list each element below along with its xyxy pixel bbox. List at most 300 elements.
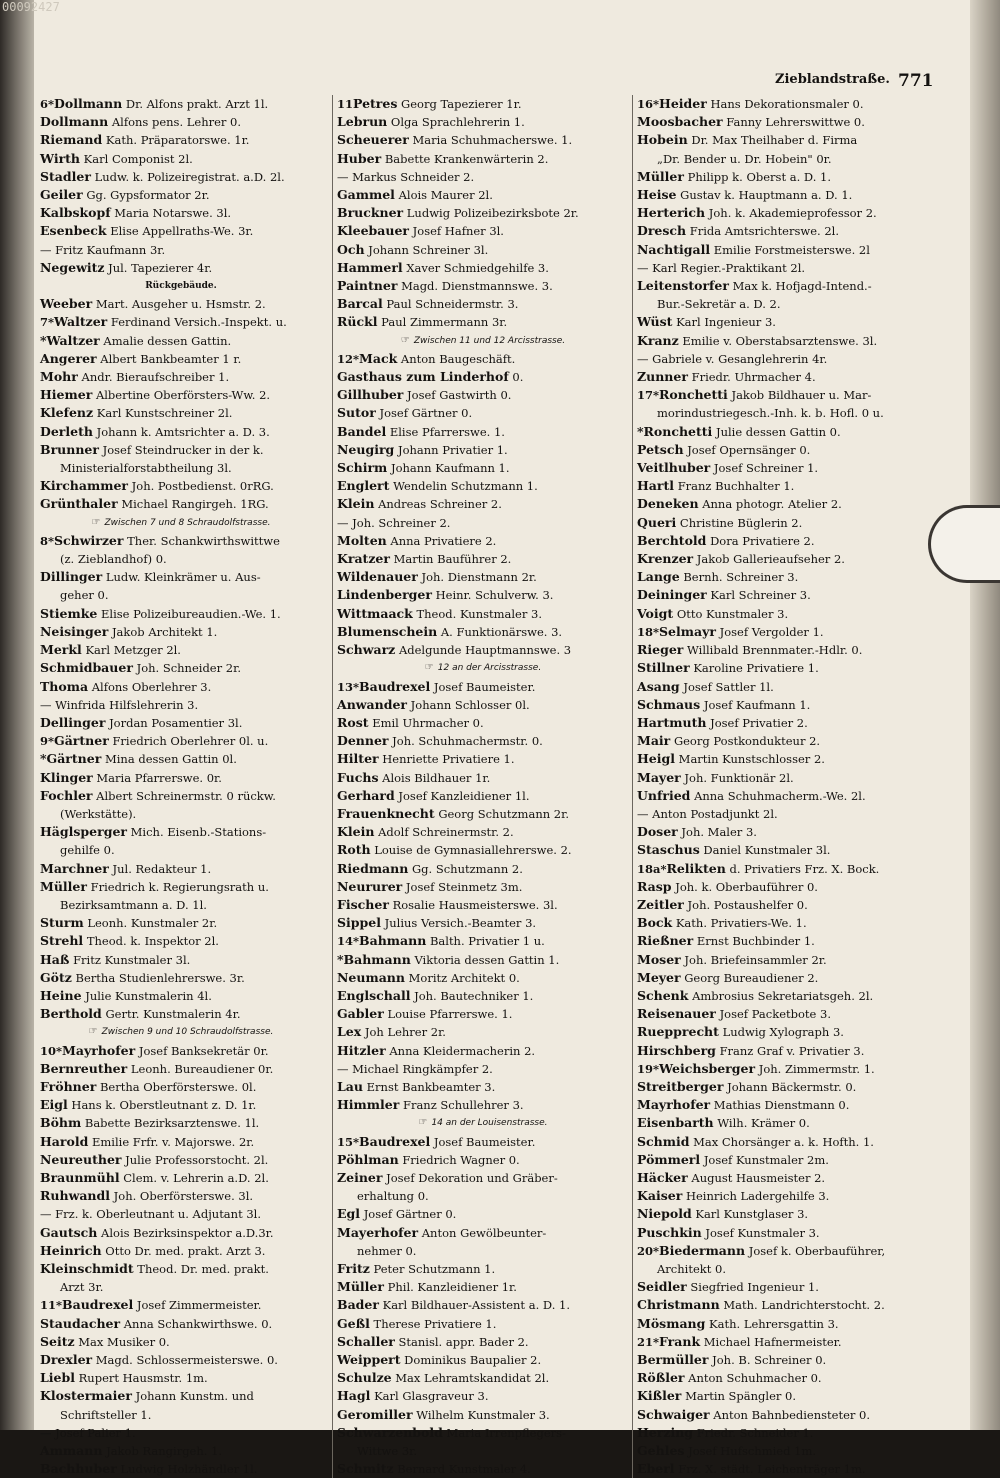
house-number: 17* (637, 388, 660, 403)
resident-entry (40, 386, 322, 404)
resident-entry (637, 332, 927, 350)
resident-entry (337, 568, 629, 586)
resident-details: Heinr. Schulverw. 3. (435, 588, 554, 603)
entry-continuation (40, 1406, 322, 1424)
resident-details: — Fritz Kaufmann 3r. (40, 242, 166, 257)
resident-surname: Müller (337, 1279, 384, 1295)
resident-details: Arzt 3r. (60, 1280, 104, 1295)
resident-surname: Fischer (337, 896, 389, 912)
resident-entry (337, 477, 629, 495)
resident-details: Kath. Lehrersgattin 3. (709, 1316, 839, 1331)
resident-details: Paul Zimmermann 3r. (381, 315, 508, 330)
resident-entry (337, 696, 629, 714)
resident-details: Karl Kunstglaser 3. (695, 1207, 809, 1222)
resident-details: Jakob Gallerieaufseher 2. (696, 552, 845, 567)
resident-surname: Götz (40, 969, 72, 985)
resident-surname: Bandel (337, 423, 387, 439)
resident-details: Kath. Privatiers-We. 1. (675, 916, 807, 931)
resident-entry (637, 423, 927, 441)
house-number: 15* (337, 1134, 360, 1149)
resident-details: Josef Gärtner 0. (363, 1207, 457, 1222)
resident-entry (637, 241, 927, 259)
resident-details: Elise Pfarrerswe. 1. (389, 424, 505, 439)
resident-details: Adelgunde Hauptmannswe. 3 (398, 643, 572, 658)
resident-details: Emil Uhrmacher 0. (372, 715, 484, 730)
resident-surname: Grünthaler (40, 496, 118, 512)
resident-surname: Pöhlman (337, 1151, 399, 1167)
resident-details: Joh. k. Oberbauführer 0. (675, 879, 818, 894)
resident-surname: Rießner (637, 933, 694, 949)
entry-continuation (40, 586, 322, 604)
resident-entry (637, 678, 927, 696)
resident-surname: Böhm (40, 1115, 82, 1131)
resident-entry (637, 769, 927, 787)
resident-surname: Wirth (40, 150, 81, 166)
resident-details: Christine Büglerin 2. (679, 515, 803, 530)
entry-continuation (337, 1242, 629, 1260)
resident-details: Bernard Kunstmaler 4. (397, 1462, 531, 1477)
resident-entry (337, 1351, 629, 1369)
resident-details: Ministerialforstabtheilung 3l. (60, 461, 232, 476)
resident-details: Martin Kunstschlosser 2. (678, 752, 825, 767)
resident-entry (40, 1387, 322, 1405)
resident-entry (40, 532, 322, 550)
resident-details: Josef Kunstmaler 2m. (703, 1152, 829, 1167)
resident-surname: Heine (40, 987, 82, 1003)
resident-surname: Baudrexel (62, 1297, 134, 1313)
entry-continuation (637, 150, 927, 168)
resident-details: Josef Baumeister. (433, 1134, 536, 1149)
resident-entry (40, 295, 322, 313)
resident-entry (40, 823, 322, 841)
resident-details: Johann Schreiner 3l. (368, 242, 489, 257)
resident-surname: Schwarzenbold (337, 1424, 443, 1440)
resident-details: Xaver Schmiedgehilfe 3. (406, 260, 549, 275)
resident-entry (337, 1424, 629, 1442)
resident-details: Ludw. Kleinkrämer u. Aus- (105, 570, 261, 585)
resident-surname: Kalbskopf (40, 205, 111, 221)
resident-entry (337, 532, 629, 550)
resident-surname: Hobein (637, 132, 688, 148)
resident-entry (40, 423, 322, 441)
resident-details: Paul Schneidermstr. 3. (386, 297, 519, 312)
house-number: 6* (40, 97, 55, 111)
resident-surname: Hilter (337, 751, 379, 767)
resident-surname: Strehl (40, 933, 84, 949)
resident-surname: Meyer (637, 969, 681, 985)
house-number: 18* (637, 624, 660, 639)
resident-surname: Pömmerl (637, 1151, 701, 1167)
resident-surname: Harold (40, 1133, 89, 1149)
resident-surname: Eigl (40, 1097, 68, 1113)
resident-surname: Unfried (637, 787, 691, 803)
resident-entry (40, 1078, 322, 1096)
resident-entry (637, 1315, 927, 1333)
resident-entry (337, 350, 629, 368)
resident-entry (40, 313, 322, 331)
house-number: 7* (40, 315, 55, 330)
resident-details: Josef Vergolder 1. (719, 624, 824, 639)
resident-details: Julie Kunstmalerin 4l. (85, 988, 212, 1003)
resident-entry (637, 113, 927, 131)
house-number: 16* (637, 97, 660, 111)
resident-surname: Hartmuth (637, 714, 707, 730)
resident-entry (637, 313, 927, 331)
resident-details: Josef Banksekretär 0r. (138, 1043, 269, 1058)
resident-entry (637, 1114, 927, 1132)
resident-entry (40, 186, 322, 204)
resident-entry (637, 1351, 927, 1369)
scan-id: 00092427 (2, 0, 60, 14)
resident-surname: Mayrhofer (637, 1097, 711, 1113)
resident-entry (337, 150, 629, 168)
resident-surname: Krenzer (637, 551, 694, 567)
resident-surname: Petsch (637, 441, 684, 457)
resident-details: Mathias Dienstmann 0. (713, 1098, 850, 1113)
resident-entry (337, 495, 629, 513)
resident-entry (637, 477, 927, 495)
resident-entry (637, 350, 927, 368)
resident-entry (337, 1369, 629, 1387)
cross-street-note (40, 1023, 322, 1041)
resident-entry (40, 769, 322, 787)
entry-continuation (637, 1260, 927, 1278)
resident-details: Joh. Bautechniker 1. (414, 988, 534, 1003)
resident-surname: Niepold (637, 1206, 692, 1222)
resident-surname: Rost (337, 714, 369, 730)
house-number: 11* (40, 1298, 63, 1313)
resident-entry (337, 313, 629, 331)
resident-details: Friedrich Wagner 0. (402, 1152, 520, 1167)
resident-surname: Lau (337, 1078, 363, 1094)
resident-entry (337, 204, 629, 222)
resident-details: Wilhelm Kunstmaler 3. (416, 1407, 550, 1422)
resident-surname: Stadler (40, 168, 91, 184)
resident-details: nehmer 0. (357, 1243, 417, 1258)
resident-details: Franz Buchhalter 1. (677, 479, 795, 494)
pointing-hand-icon: ☞ (424, 662, 434, 674)
resident-surname: Frauenknecht (337, 805, 435, 821)
page-binding (0, 0, 34, 1430)
resident-surname: Baudrexel (359, 678, 431, 694)
resident-entry (637, 204, 927, 222)
resident-surname: Himmler (337, 1097, 400, 1113)
resident-details: (Werkstätte). (60, 806, 137, 821)
resident-entry (40, 113, 322, 131)
resident-surname: Fuchs (337, 769, 379, 785)
resident-entry (337, 769, 629, 787)
resident-entry (40, 932, 322, 950)
entry-continuation (637, 295, 927, 313)
resident-entry (40, 1169, 322, 1187)
resident-entry (337, 605, 629, 623)
resident-surname: Molten (337, 532, 387, 548)
resident-entry (637, 1278, 927, 1296)
resident-surname: Staudacher (40, 1315, 121, 1331)
resident-details: Alfons pens. Lehrer 0. (111, 115, 242, 130)
resident-details: Anton Gewölbeunter- (421, 1225, 547, 1240)
resident-entry (40, 678, 322, 696)
resident-entry (637, 131, 927, 149)
directory-column-1 (40, 95, 322, 1478)
resident-surname: Rasp (637, 878, 672, 894)
resident-entry (40, 878, 322, 896)
resident-surname: Schmitz (337, 1461, 394, 1477)
resident-surname: Angerer (40, 350, 97, 366)
resident-surname: Klefenz (40, 405, 94, 421)
resident-details: Albert Bankbeamter 1 r. (100, 351, 242, 366)
resident-surname: Negewitz (40, 259, 105, 275)
resident-details: Alfons Oberlehrer 3. (91, 679, 212, 694)
resident-entry (337, 550, 629, 568)
resident-details: Joh. Schneider 2r. (136, 661, 241, 676)
resident-details: Philipp k. Oberst a. D. 1. (687, 169, 831, 184)
resident-details: Martin Spängler 0. (685, 1389, 797, 1404)
resident-details: Babette Bezirksarztenswe. 1l. (84, 1116, 260, 1131)
resident-surname: Kleebauer (337, 223, 409, 239)
resident-surname: Biedermann (659, 1242, 746, 1258)
resident-surname: Weichsberger (659, 1060, 756, 1076)
resident-surname: Riemand (40, 132, 103, 148)
resident-entry (337, 514, 629, 532)
resident-surname: Zeitler (637, 896, 684, 912)
resident-surname: Riedmann (337, 860, 409, 876)
resident-surname: Berchtold (637, 532, 707, 548)
resident-details: Georg Schutzmann 2r. (438, 806, 569, 821)
resident-entry (337, 95, 629, 113)
resident-surname: Kleinschmidt (40, 1261, 134, 1276)
resident-surname: Seidler (637, 1279, 687, 1295)
resident-entry (40, 714, 322, 732)
resident-surname: Neururer (337, 878, 403, 894)
resident-surname: Hartl (637, 478, 675, 494)
resident-entry (637, 1460, 927, 1478)
resident-details: Olga Sprachlehrerin 1. (390, 115, 525, 130)
resident-surname: Bock (637, 915, 673, 931)
resident-entry (637, 1187, 927, 1205)
resident-details: Jakob Rangirgeh. 1. (106, 1444, 223, 1459)
resident-entry (40, 1042, 322, 1060)
resident-details: gehilfe 0. (60, 843, 115, 858)
resident-surname: Voigt (637, 605, 674, 621)
resident-surname: Mack (359, 350, 398, 366)
resident-details: Theod. k. Inspektor 2l. (86, 934, 219, 949)
resident-details: Bertha Oberförsterswe. 0l. (99, 1079, 257, 1094)
resident-details: Karl Metzger 2l. (85, 643, 181, 658)
resident-details: Jul. Redakteur 1. (112, 861, 212, 876)
resident-entry (637, 259, 927, 277)
resident-details: Joh. k. Akademieprofessor 2. (708, 206, 877, 221)
resident-details: Johann k. Amtsrichter a. D. 3. (96, 424, 270, 439)
resident-details: Henriette Privatiere 1. (382, 752, 515, 767)
resident-surname: Bernreuther (40, 1060, 128, 1076)
resident-entry (40, 368, 322, 386)
resident-details: Gustav k. Hauptmann a. D. 1. (680, 188, 853, 203)
resident-surname: Relikten (666, 860, 726, 876)
resident-surname: Mohr (40, 369, 78, 385)
resident-details: Josef Steinmetz 3m. (405, 879, 523, 894)
note-text: 12 an der Arcisstrasse. (437, 663, 542, 674)
pointing-hand-icon: ☞ (418, 1117, 428, 1129)
resident-surname: Schmid (637, 1133, 690, 1149)
resident-entry (40, 787, 322, 805)
resident-entry (637, 568, 927, 586)
resident-details: Julie Professorstocht. 2l. (125, 1152, 269, 1167)
resident-surname: Müller (637, 168, 684, 184)
resident-details: Phil. Kanzleidiener 1r. (387, 1280, 517, 1295)
resident-entry (637, 659, 927, 677)
resident-details: Joh. B. Schreiner 0. (712, 1353, 827, 1368)
resident-surname: Gillhuber (337, 387, 404, 403)
resident-entry (637, 750, 927, 768)
resident-details: Josef Gastwirth 0. (407, 388, 512, 403)
resident-details: Siegfried Ingenieur 1. (690, 1280, 819, 1295)
resident-surname: Geßl (337, 1315, 370, 1331)
resident-details: August Hausmeister 2. (691, 1170, 826, 1185)
resident-details: Friedr. Schneider 1. (696, 1425, 814, 1440)
resident-details: Friedr. Uhrmacher 4. (691, 370, 816, 385)
resident-entry (337, 386, 629, 404)
resident-surname: Ammann (40, 1443, 103, 1459)
resident-surname: Staschus (637, 842, 700, 858)
resident-entry (40, 332, 322, 350)
resident-entry (337, 678, 629, 696)
resident-entry (637, 277, 927, 295)
resident-surname: Schmidbauer (40, 660, 133, 676)
resident-details: Karl Componist 2l. (83, 151, 193, 166)
resident-details: Elise Polizeibureaudien.-We. 1. (101, 606, 281, 621)
resident-details: Joh. Schuhmachermstr. 0. (392, 734, 543, 749)
entry-continuation (637, 404, 927, 422)
resident-entry (337, 1133, 629, 1151)
resident-surname: Zunner (637, 369, 688, 385)
resident-entry (40, 987, 322, 1005)
resident-details: Adolf Schreinermstr. 2. (378, 825, 514, 840)
resident-details: Johann Kunstm. und (135, 1389, 254, 1404)
resident-details: Josef Packetbote 3. (719, 1007, 831, 1022)
resident-entry (637, 914, 927, 932)
resident-entry (40, 477, 322, 495)
resident-details: Karl Ingenieur 3. (676, 315, 776, 330)
entry-continuation (40, 805, 322, 823)
resident-entry (337, 423, 629, 441)
resident-surname: *Ronchetti (637, 423, 713, 439)
resident-details: Daniel Kunstmaler 3l. (703, 843, 831, 858)
resident-entry (637, 1205, 927, 1223)
resident-surname: *Waltzer (40, 332, 100, 348)
resident-surname: Deneken (637, 496, 699, 512)
resident-details: Bernh. Schreiner 3. (683, 570, 799, 585)
resident-details: Viktoria dessen Gattin 1. (414, 952, 560, 967)
house-number: 11 (337, 97, 354, 111)
resident-surname: Scheuerer (337, 132, 409, 148)
resident-details: Stanisl. appr. Bader 2. (398, 1334, 529, 1349)
resident-surname: *Bahmann (337, 951, 411, 967)
resident-entry (337, 1096, 629, 1114)
resident-surname: Waltzer (54, 314, 108, 330)
resident-details: Anna photogr. Atelier 2. (702, 497, 842, 512)
house-number: 12* (337, 351, 360, 366)
resident-entry (40, 1424, 322, 1442)
resident-details: Alois Bezirksinspektor a.D.3r. (101, 1225, 274, 1240)
resident-entry (637, 1096, 927, 1114)
resident-entry (637, 368, 927, 386)
resident-surname: Deininger (637, 587, 707, 603)
resident-surname: Rückl (337, 314, 378, 330)
resident-surname: Rieger (637, 642, 684, 658)
cross-street-note (337, 332, 629, 350)
resident-surname: Seitz (40, 1333, 75, 1349)
resident-entry (337, 750, 629, 768)
resident-entry (337, 641, 629, 659)
resident-surname: Englert (337, 478, 390, 494)
resident-details: Jul. Tapezierer 4r. (108, 260, 213, 275)
resident-details: Gg. Schutzmann 2. (412, 861, 523, 876)
resident-entry (337, 1205, 629, 1223)
resident-entry (337, 805, 629, 823)
resident-entry (337, 1005, 629, 1023)
resident-details: Joh. Postbedienst. 0rRG. (131, 479, 274, 494)
resident-surname: Leitenstorfer (637, 278, 729, 294)
resident-entry (637, 1023, 927, 1041)
resident-details: Mart. Ausgeher u. Hsmstr. 2. (95, 297, 266, 312)
resident-entry (637, 951, 927, 969)
resident-details: Wittwe 3r. (357, 1444, 418, 1459)
resident-entry (637, 823, 927, 841)
resident-surname: Dellinger (40, 714, 106, 730)
resident-details: Josef Sattler 1l. (683, 679, 774, 694)
resident-entry (40, 95, 322, 113)
cross-street-note (337, 659, 629, 677)
resident-details: Michael Hafnermeister. (703, 1334, 842, 1349)
resident-entry (637, 386, 927, 404)
resident-entry (40, 641, 322, 659)
resident-details: Mina dessen Gattin 0l. (104, 752, 237, 767)
entry-continuation (40, 1278, 322, 1296)
resident-details: Julie dessen Gattin 0. (715, 424, 841, 439)
resident-entry (40, 696, 322, 714)
resident-details: Georg Tapezierer 1r. (401, 97, 522, 111)
resident-details: Louise Pfarrerswe. 1. (387, 1007, 513, 1022)
resident-surname: Heinrich (40, 1242, 102, 1258)
resident-details: Georg Bureaudiener 2. (684, 970, 819, 985)
house-number: 9* (40, 734, 55, 749)
resident-details: Fritz Kunstmaler 3l. (73, 952, 191, 967)
resident-entry (40, 1151, 322, 1169)
resident-entry (40, 1187, 322, 1205)
resident-surname: Hirschberg (637, 1042, 716, 1058)
resident-surname: Fochler (40, 787, 93, 803)
resident-details: Maria Irrenpflegers- (446, 1425, 566, 1440)
resident-surname: Neureuther (40, 1151, 122, 1167)
resident-details: Magd. Dienstmannswe. 3. (401, 279, 553, 294)
resident-surname: Neisinger (40, 623, 109, 639)
resident-entry (637, 495, 927, 513)
resident-surname: Geromiller (337, 1406, 413, 1422)
resident-surname: Bahmann (359, 933, 427, 949)
resident-entry (337, 951, 629, 969)
resident-details: Clem. v. Lehrerin a.D. 2l. (123, 1170, 269, 1185)
resident-surname: Drexler (40, 1352, 93, 1368)
directory-column-2 (332, 95, 629, 1478)
resident-details: Karl Schreiner 3. (710, 588, 811, 603)
resident-entry (40, 1315, 322, 1333)
resident-details: Johann Privatier 1. (397, 442, 508, 457)
resident-details: Hans Dekorationsmaler 0. (710, 97, 864, 111)
resident-details: Josef Hufschmied 1m. (688, 1444, 817, 1459)
resident-entry (337, 787, 629, 805)
resident-entry (637, 222, 927, 240)
